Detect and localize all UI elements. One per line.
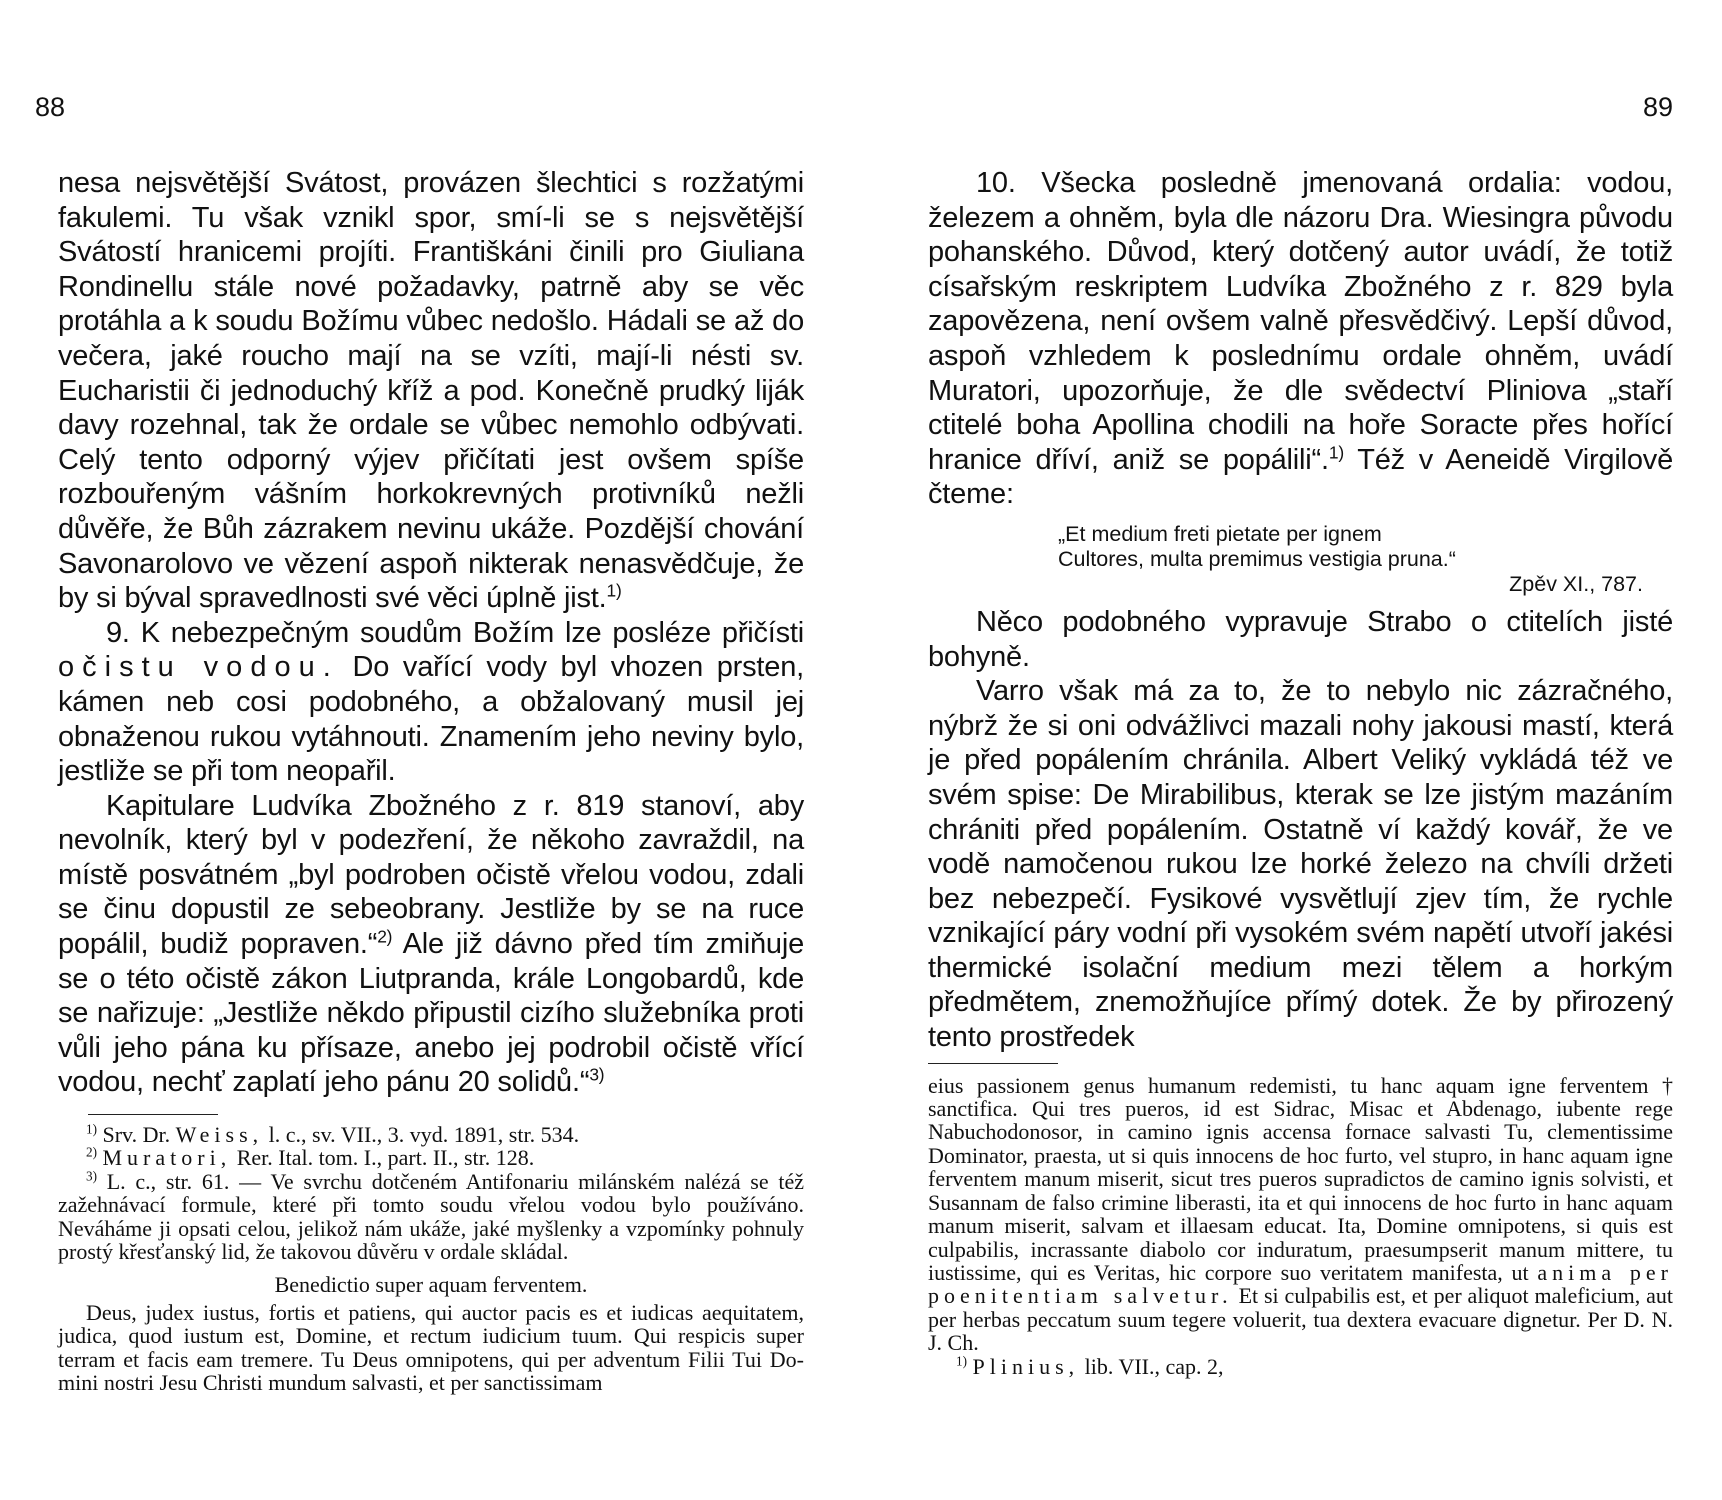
page-number-left: 88 <box>35 92 66 122</box>
footnote-ref: 2) <box>377 926 393 947</box>
spaced-emphasis: anima per poenitentiam salvetur. <box>928 1259 1673 1309</box>
footnote <box>928 1355 1673 1378</box>
paragraph-text: Též v Aeneidě Virgilově čteme: <box>928 443 1674 511</box>
quote-line: „Et medium freti pietate per ignem <box>1058 521 1382 546</box>
paragraph-text: 9. K nebezpečným soudům Božím lze posléze přičísti <box>106 616 804 649</box>
footnote <box>58 1123 804 1146</box>
paragraph <box>58 789 804 1100</box>
quote-reference: Zpěv XI., 787. <box>1509 571 1643 596</box>
paragraph-text: nesa nejsvětější Svátost, provázen šlechtici s rozžatými fakulemi. Tu však vznikl spor, smí-li se s nejsvětější Svátostí hranicemi projíti. Františkáni činili pro Giuliana Rondinellu stále nové požadavky, patrně aby se věc protáhla a k soudu Božímu vůbec nedošlo. Hádali se až do večera, jaké roucho mají na se vzíti, mají-li nésti sv. Eucharistii či jednoduchý kříž a pod. Konečně prudký liják davy rozehnal, tak že ordale se vůbec nemohlo odbývati. Celý tento odporný výjev přičítati jest ovšem spíše rozbouřeným vášním horkokrevných protivníků nežli důvěře, že Bůh zázrakem nevinu ukáže. Pozdější chování Savonarolovo ve vězení aspoň nikterak nenasvědčuje, že by si býval spravedlnosti své věci úplně jist. <box>58 167 804 615</box>
right-main-text-cont <box>928 605 1673 1055</box>
paragraph-text: 10. Všecka posledně jmenovaná ordalia: vodou, železem a ohněm, byla dle názoru Dra. Wiesingra původu pohanského. Důvod, který dotčený autor uvádí, že totiž císařským reskriptem Ludvíka Zbožného z r. 829 byla zapovězena, není ovšem valně přesvědčivý. Lepší důvod, aspoň vzhledem k poslednímu ordale ohněm, uvádí Muratori, upozorňuje, že dle svědectví Pliniova „staří ctitelé boha Apollina chodili na hoře Soracte přes hořící hranice dříví, aniž se popálili“. <box>928 167 1673 476</box>
footnote-ref: 1) <box>606 580 622 601</box>
prayer-text: Et si culpabilis est, et per aliquot maleficium, aut per herbas peccatum suum tegere voluerit, tua dextera evacuare dignetur. Per D. N. J. Ch. <box>928 1283 1673 1356</box>
paragraph-text: Ale již dávno před tím zmiňuje se o této očistě zákon Liutpranda, krále Longobardů, kde se nařizuje: „Jestliže někdo připustil cizího služebníka proti vůli jeho pána ku přísaze, anebo jej podrobil očistě vřící vodou, nechť zaplatí jeho pánu 20 solidů.“ <box>58 928 805 1099</box>
footnote-mark: 2) <box>86 1145 97 1161</box>
prayer-title: Benedictio super aquam ferventem. <box>274 1272 588 1298</box>
footnote-divider <box>88 1114 218 1115</box>
paragraph-text: Do vařící vody byl vhozen prsten, kámen neb cosi podobného, a obžalovaný musil jej obnaženou rukou vytáhnouti. Znamením jeho neviny bylo, jestliže se při tom neopařil. <box>58 651 805 788</box>
quote-line: Cultores, multa premimus vestigia pruna.“ <box>1058 546 1456 571</box>
right-footnotes <box>928 1074 1673 1378</box>
footnote-mark: 1) <box>956 1353 967 1369</box>
paragraph: Varro však má za to, že to nebylo nic zázračného, nýbrž že si oni odvážlivci mazali nohy jakousi mastí, která je před popálením chránila. Albert Veliký vykládá též ve svém spise: De Mirabilibus, kterak se lze jistým mazáním chrániti před popálením. Ostatně ví každý kovář, že ve vodě namočenou rukou lze horké železo na chvíli držeti bez nebezpečí. Fysikové vysvětlují zjev tím, že rychle vznikající páry vodní při vysokém svém napětí utvoří jakési thermické isolační medium mezi tělem a horkým předmětem, znemožňujíce přímý dotek. Že by přirozený tento prostředek <box>928 675 1673 1054</box>
paragraph <box>58 616 804 789</box>
footnote-ref: 1) <box>1328 442 1344 463</box>
footnote <box>58 1146 804 1169</box>
footnote-author: Weiss, <box>175 1122 264 1148</box>
paragraph: Něco podobného vypravuje Strabo o ctitelích jisté bohyně. <box>928 605 1673 673</box>
verse-quote <box>1058 522 1673 597</box>
prayer-text: eius passionem genus humanum redemisti, tu hanc aquam igne ferventem † sanctifica. Qui tres pueros, id est Sidrac, Misac et Abdenago, iubente rege Nabuchodonosor, in camino ignis accensa fornace salvasti Tu, clementissime Dominator, praesta, ut si quis innocens de hoc furto, vel stupro, in hanc aquam igne ferventem manum miserit, sicut tres pueros supradictos de camino ignis solvisti, et Susannam de falso crimine liberasti, ita et qui innocens de hoc furto in hanc aquam manum miserit, salvam et illaesam educat. Ita, Domine omnipotens, si quis est culpabilis, incrassante diabolo cor induratum, praesumpserit manum mittere, tu iustissime, qui es Veritas, hic corpore suo veritatem manifesta, ut <box>928 1072 1673 1285</box>
footnote-divider <box>928 1063 1058 1064</box>
left-main-text <box>58 166 804 1100</box>
footnote-mark: 3) <box>86 1168 97 1184</box>
page-number-right: 89 <box>1643 92 1674 122</box>
footnote-text: lib. VII., cap. 2, <box>1084 1353 1224 1379</box>
prayer-continuation <box>928 1074 1673 1355</box>
right-main-text <box>928 166 1673 512</box>
left-page-column <box>58 166 804 1395</box>
footnote-text: Rer. Ital. tom. I., part. II., str. 128. <box>236 1145 535 1171</box>
footnote-text: l. c., sv. VII., 3. vyd. 1891, str. 534. <box>268 1122 580 1148</box>
footnote-mark: 1) <box>86 1121 97 1137</box>
footnote-ref: 3) <box>589 1064 605 1085</box>
footnote <box>58 1170 804 1264</box>
paragraph <box>928 166 1673 512</box>
right-page-column <box>928 166 1673 1378</box>
spaced-emphasis: očistu vodou. <box>58 651 339 684</box>
footnote-text: Srv. Dr. <box>102 1122 171 1148</box>
paragraph <box>58 166 804 616</box>
prayer-text: Deus, judex iustus, fortis et patiens, qui auctor pacis es et iudicas aequitatem, judica, quod iustum est, Domine, et rectum iudicium tuum. Qui respicis super terram et facis eam tremere. Tu Deus omnipotens, qui per adventum Filii Tui Domini nostri Jesu Christi mundum salvasti, et per sanctissimam <box>58 1299 804 1396</box>
left-footnotes <box>58 1123 804 1394</box>
footnote-author: Plinius, <box>972 1353 1080 1379</box>
paragraph-text: Kapitulare Ludvíka Zbožného z r. 819 stanoví, aby nevolník, který byl v podezření, že někoho zavraždil, na místě posvátném „byl podroben očistě vřelou vodou, zdali se činu dopustil ze sebeobrany. Jestliže by se na ruce popálil, budiž popraven.“ <box>58 789 804 961</box>
footnote-author: Muratori, <box>102 1145 232 1171</box>
footnote-text: L. c., str. 61. — Ve svrchu dotčeném Antifonariu milánském nalézá se též zažehnávací formule, které při tomto soudu vřelou vodou bylo používáno. Neváháme ji opsati celou, jelikož nám ukáže, jaké myšlenky a vzpomínky pohnuly prostý křesťanský lid, že takovou důvěru v ordale skládal. <box>58 1168 805 1265</box>
